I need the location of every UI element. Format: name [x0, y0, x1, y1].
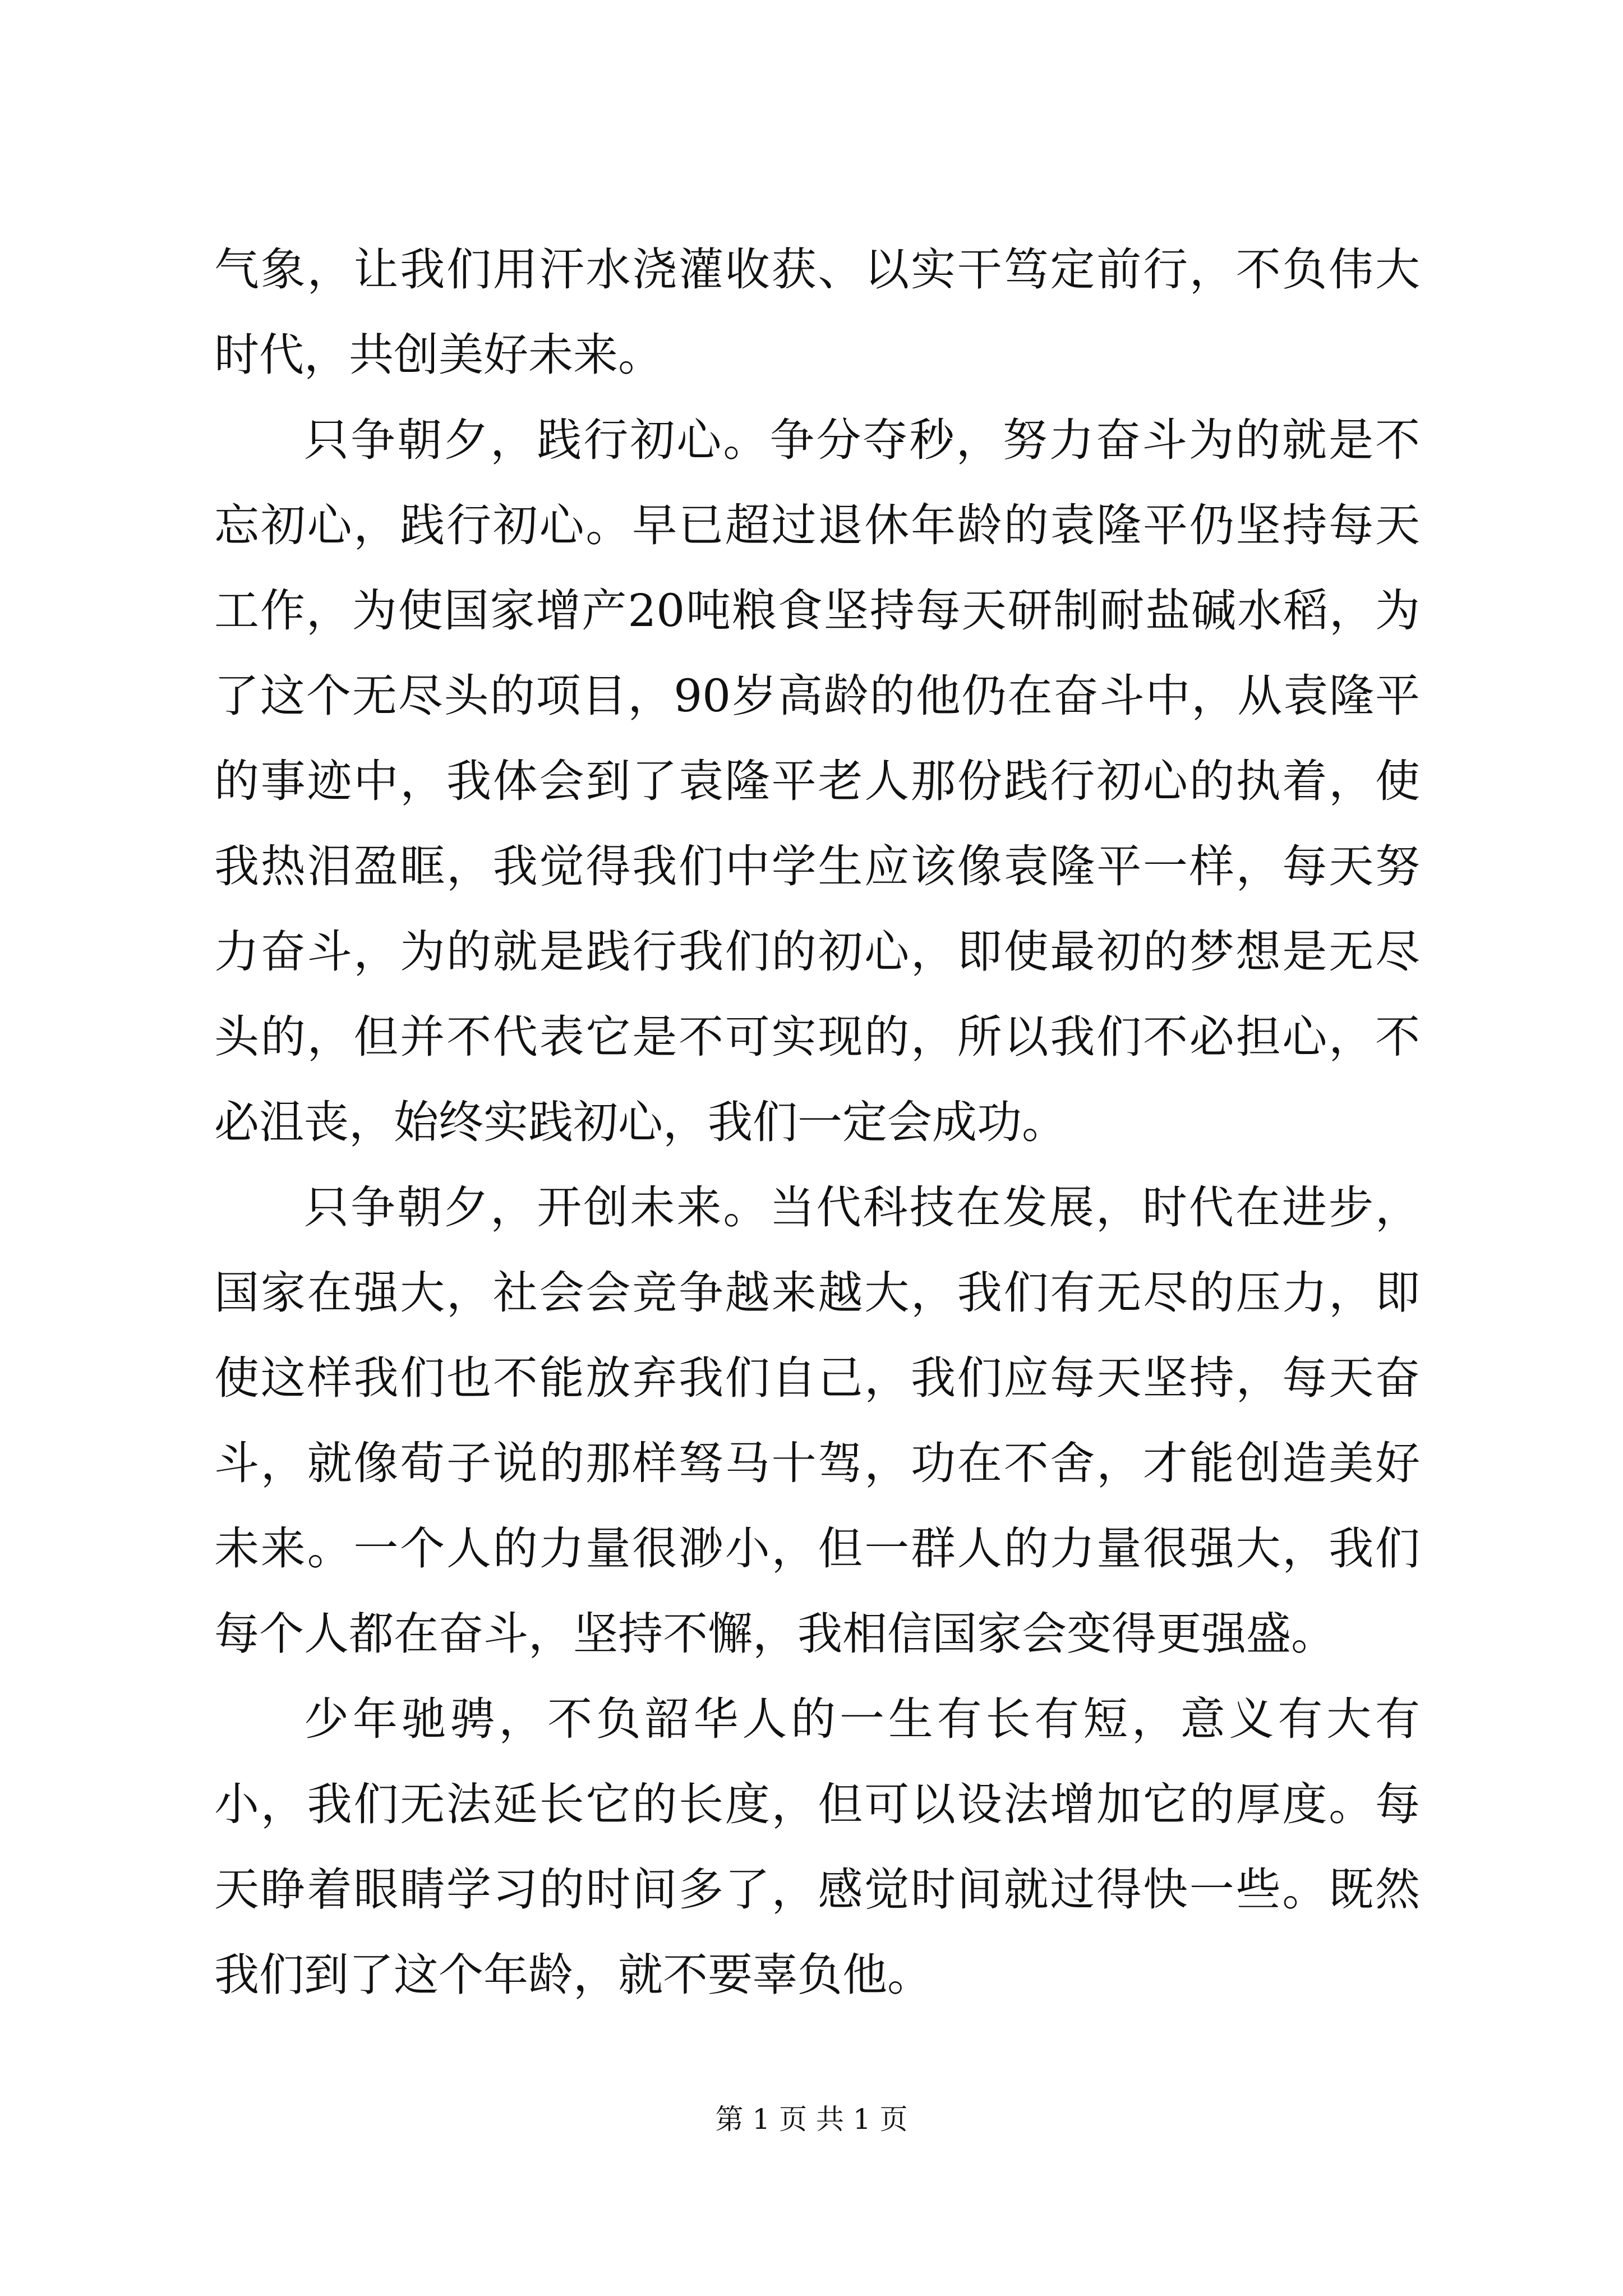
document-body	[214, 227, 1420, 2018]
paragraph-create-future: 只争朝夕，开创未来。当代科技在发展，时代在进步，国家在强大，社会会竞争越来越大，我们有无尽的压力，即使这样我们也不能放弃我们自己，我们应每天坚持，每天奋斗，就像荀子说的那样驽马十驾，功在不舍，才能创造美好未来。一个人的力量很渺小，但一群人的力量很强大，我们每个人都在奋斗，坚持不懈，我相信国家会变得更强盛。	[214, 1181, 1420, 1660]
paragraph-youth-prime: 少年驰骋，不负韶华人的一生有长有短，意义有大有小，我们无法延长它的长度，但可以设法增加它的厚度。每天睁着眼睛学习的时间多了，感觉时间就过得快一些。既然我们到了这个年龄，就不要辜负他。	[214, 1693, 1420, 2001]
page-number-footer: 第 1 页 共 1 页	[715, 2103, 908, 2136]
paragraph-continuation: 气象，让我们用汗水浇灌收获、以实干笃定前行，不负伟大时代，共创美好未来。	[214, 243, 1420, 381]
paragraph-practice-original-aspiration: 只争朝夕，践行初心。争分夺秒，努力奋斗为的就是不忘初心，践行初心。早已超过退休年龄的袁隆平仍坚持每天工作，为使国家增产20吨粮食坚持每天研制耐盐碱水稻，为了这个无尽头的项目，90岁高龄的他仍在奋斗中，从袁隆平的事迹中，我体会到了袁隆平老人那份践行初心的执着，使我热泪盈眶，我觉得我们中学生应该像袁隆平一样，每天努力奋斗，为的就是践行我们的初心，即使最初的梦想是无尽头的，但并不代表它是不可实现的，所以我们不必担心，不必沮丧，始终实践初心，我们一定会成功。	[214, 414, 1420, 1148]
